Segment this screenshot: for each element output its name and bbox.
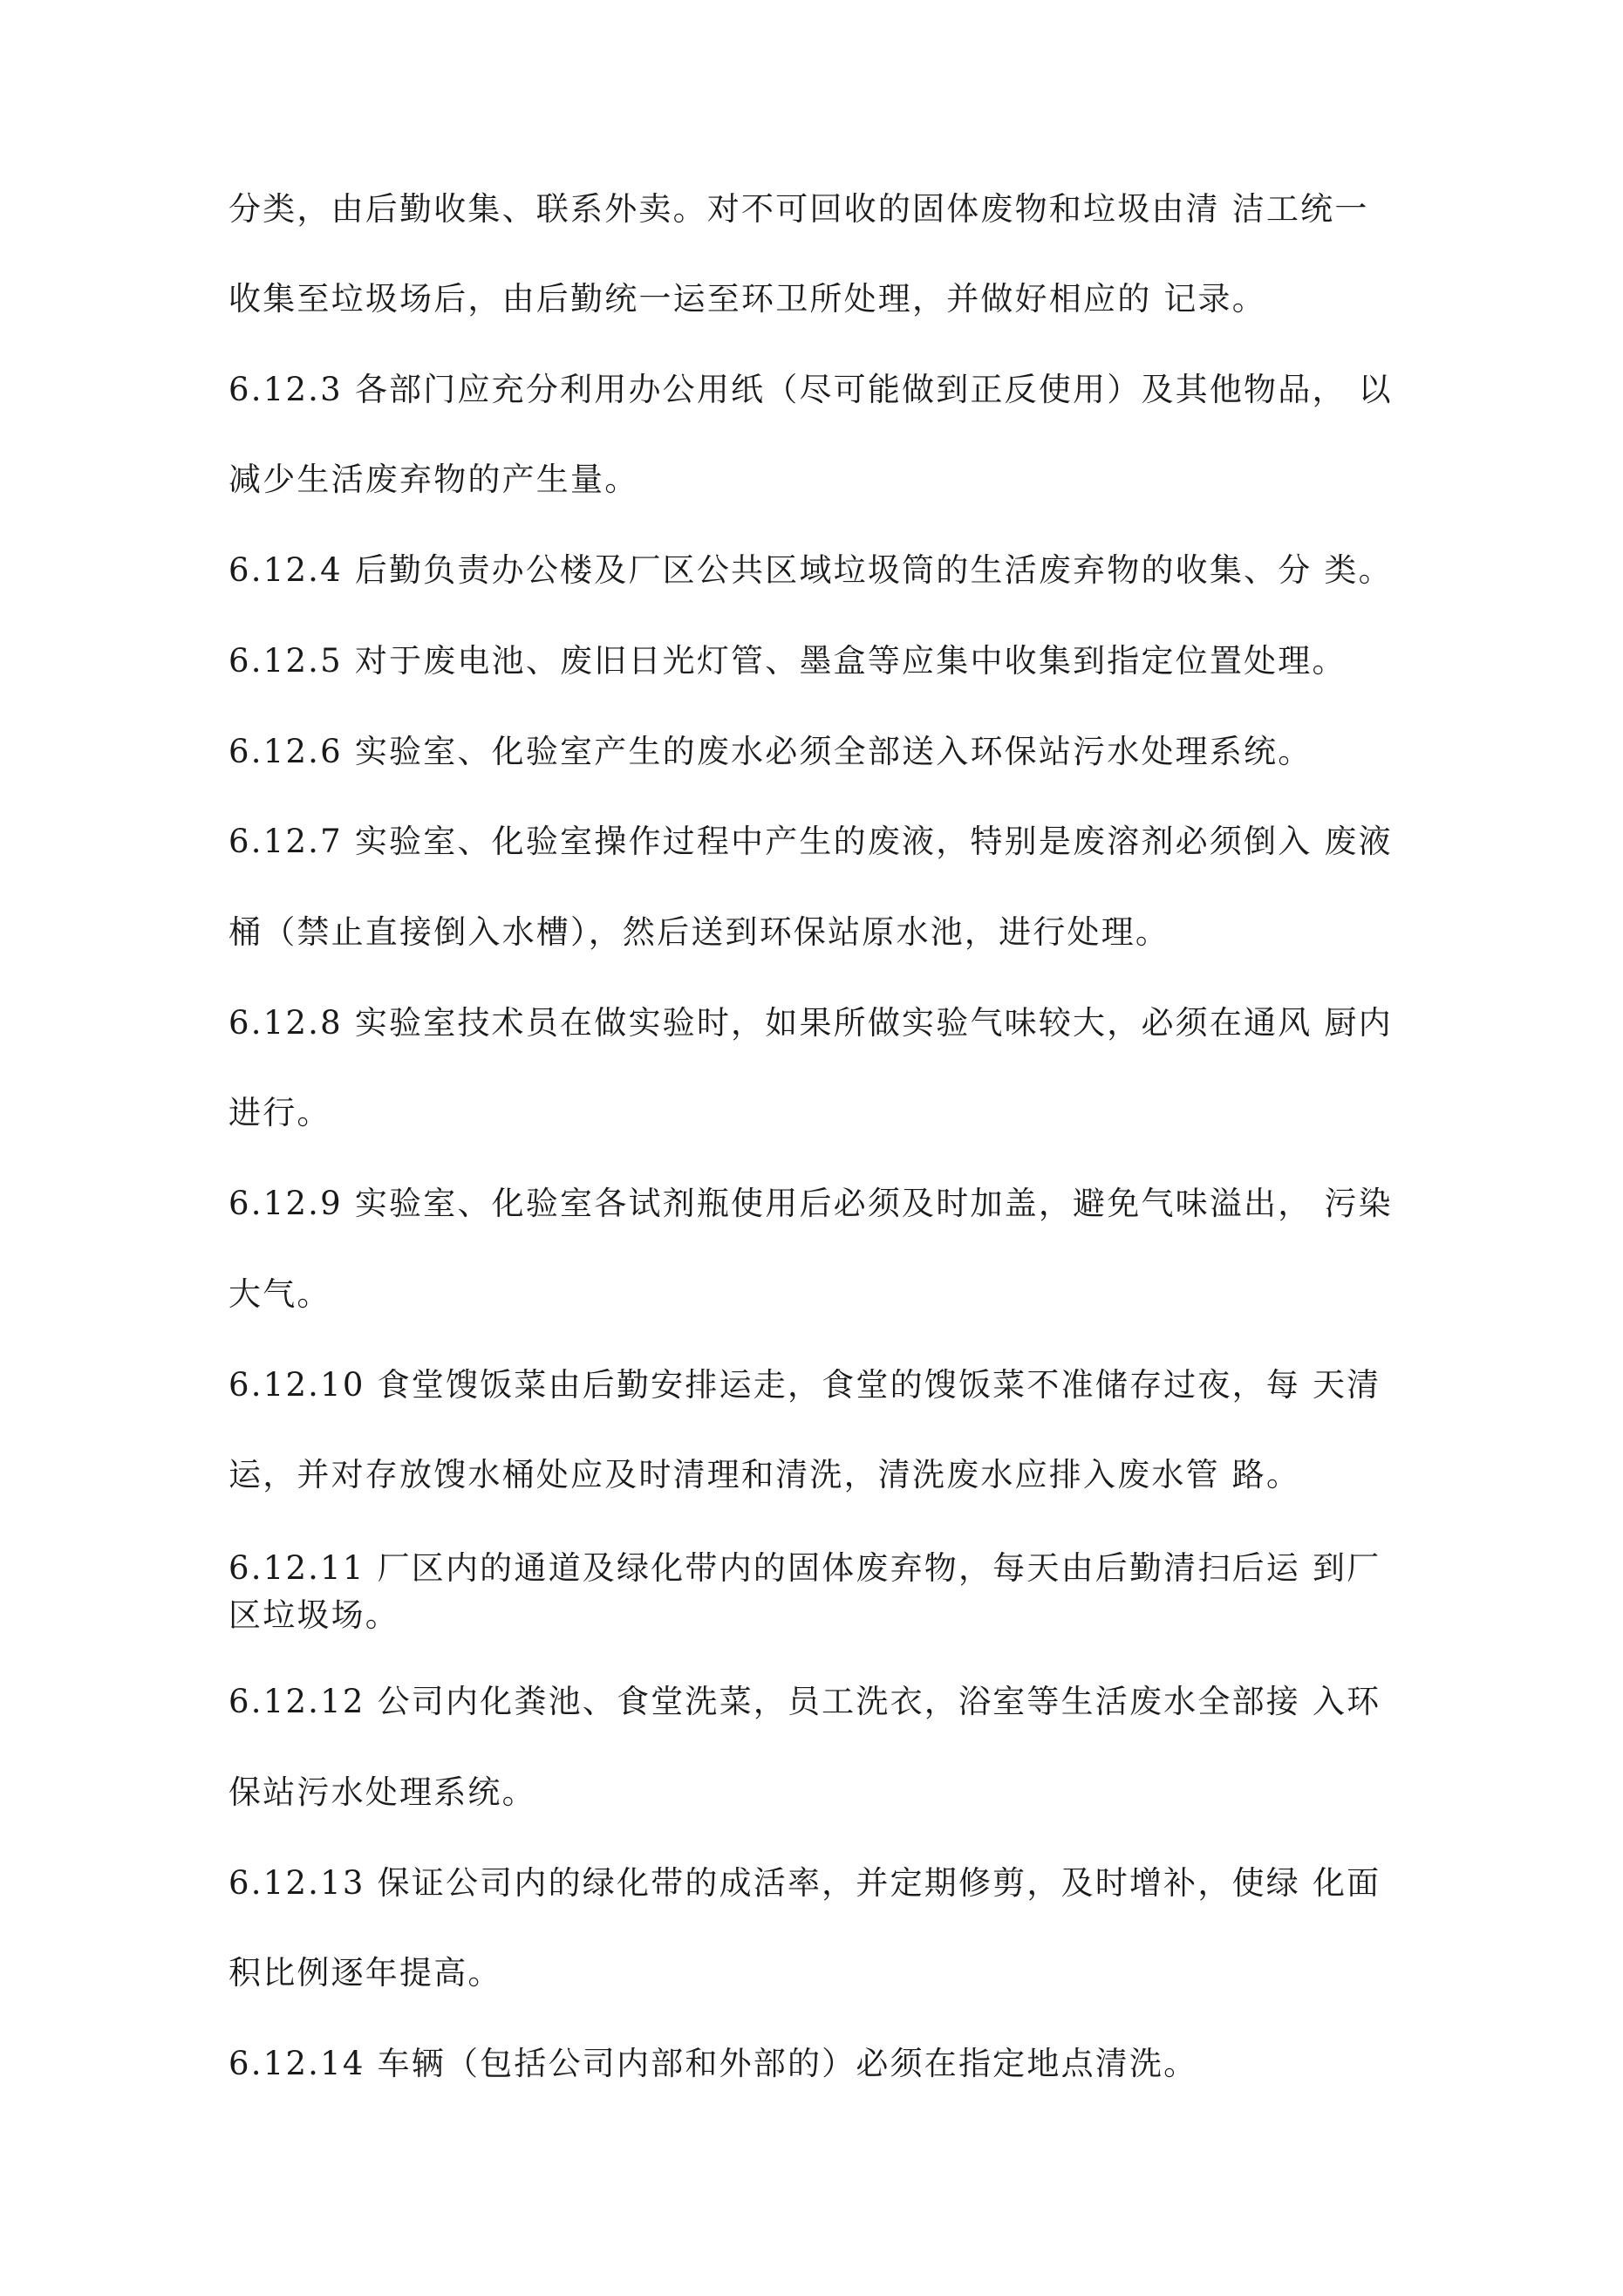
text-line: 6.12.11 厂区内的通道及绿化带内的固体废弃物，每天由后勤清扫后运 到厂 (228, 1549, 1381, 1587)
text-line: 6.12.3 各部门应充分利用办公用纸（尽可能做到正反使用）及其他物品， 以 (228, 371, 1393, 408)
text-line: 减少生活废弃物的产生量。 (228, 461, 639, 498)
text-line: 6.12.6 实验室、化验室产生的废水必须全部送入环保站污水处理系统。 (228, 733, 1313, 770)
text-line: 分类，由后勤收集、联系外卖。对不可回收的固体废物和垃圾由清 洁工统一 (228, 190, 1369, 228)
text-line: 保站污水处理系统。 (228, 1773, 536, 1811)
text-line: 6.12.14 车辆（包括公司内部和外部的）必须在指定地点清洗。 (228, 2045, 1198, 2082)
text-line: 6.12.13 保证公司内的绿化带的成活率，并定期修剪，及时增补，使绿 化面 (228, 1864, 1381, 1902)
text-line: 6.12.12 公司内化粪池、食堂洗菜，员工洗衣，浴室等生活废水全部接 入环 (228, 1683, 1381, 1720)
text-line: 运，并对存放馊水桶处应及时清理和清洗，清洗废水应排入废水管 路。 (228, 1456, 1301, 1493)
text-line: 6.12.9 实验室、化验室各试剂瓶使用后必须及时加盖，避免气味溢出， 污染 (228, 1185, 1393, 1222)
text-line: 6.12.7 实验室、化验室操作过程中产生的废液，特别是废溶剂必须倒入 废液 (228, 823, 1393, 860)
text-line: 6.12.5 对于废电池、废旧日光灯管、墨盒等应集中收集到指定位置处理。 (228, 642, 1347, 680)
text-line: 区垃圾场。 (228, 1596, 399, 1634)
text-line: 大气。 (228, 1275, 331, 1313)
text-line: 6.12.4 后勤负责办公楼及厂区公共区域垃圾筒的生活废弃物的收集、分 类。 (228, 551, 1393, 589)
text-line: 6.12.8 实验室技术员在做实验时，如果所做实验气味较大，必须在通风 厨内 (228, 1004, 1393, 1042)
text-line: 进行。 (228, 1094, 331, 1131)
text-line: 积比例逐年提高。 (228, 1954, 502, 1992)
text-line: 桶（禁止直接倒入水槽），然后送到环保站原水池，进行处理。 (228, 913, 1170, 951)
text-line: 6.12.10 食堂馊饭菜由后勤安排运走，食堂的馊饭菜不准储存过夜，每 天清 (228, 1366, 1381, 1404)
text-line: 收集至垃圾场后，由后勤统一运至环卫所处理，并做好相应的 记录。 (228, 280, 1266, 318)
